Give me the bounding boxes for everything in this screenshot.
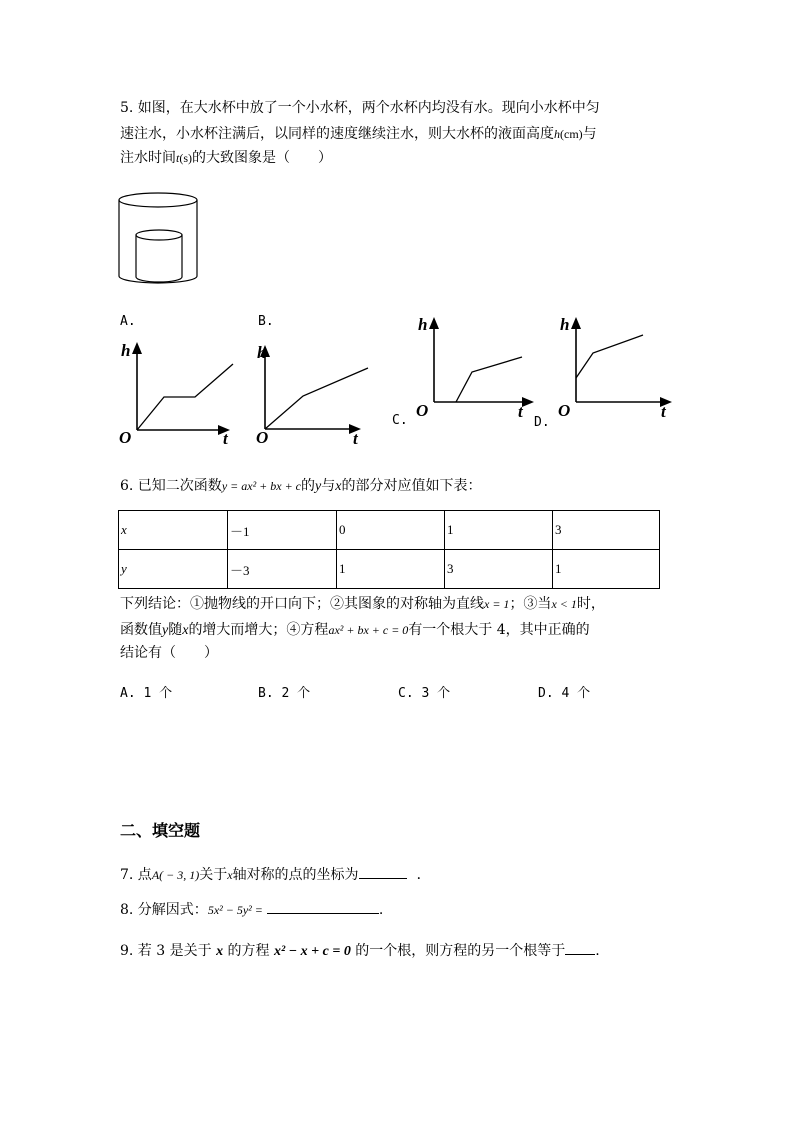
q6-conclusion-2 [120,620,590,641]
q9-x: x [216,944,224,959]
q9-mid2: 的一个根，则方程的另一个根等于 [350,943,566,959]
graph-c-t-label: t [518,402,523,421]
graph-a-o-label: O [119,428,132,447]
q6-c1-end: 时， [576,596,605,612]
q6-c2-eq: ax² + bx + c = 0 [328,623,409,637]
option-b-label[interactable]: B. [258,314,274,329]
table-cell: 1 [553,550,660,589]
q9-equation: x² − x + c = 0 [273,944,351,959]
table-row [119,511,660,550]
q5-line-2 [120,124,597,144]
q7-text: 7. 点 [120,867,152,883]
q6-choice-b[interactable]: B. 2 个 [258,686,311,701]
graph-a [115,340,240,450]
table-cell: －1 [228,511,337,550]
table-cell: －3 [228,550,337,589]
q6-line-1 [120,476,481,497]
q7-guanyu: 关于 [199,867,228,883]
graph-a-t-label: t [223,429,228,448]
value-table [118,510,660,589]
table-cell: 3 [445,550,553,589]
q8-text: 8. 分解因式： [120,902,208,918]
q9-answer-blank[interactable] [565,954,595,955]
q6-y-var: y [315,479,322,494]
q6-c1-mid: ；③当 [509,596,552,612]
q9-line [120,941,600,962]
q8-expr: 5x² − 5y² = [207,903,263,917]
q5-line-3-end: 的大致图象是（ ） [192,150,333,166]
q9-end: . [595,943,600,959]
q6-yu: 与 [321,478,336,494]
graph-c-h-label: h [418,315,428,334]
q7-end: ． [416,867,431,883]
q6-c1-cond: x < 1 [551,597,577,611]
q5-h-var: h [554,127,560,141]
q6-line-1-end: 的部分对应值如下表： [341,478,482,494]
q6-choice-d[interactable]: D. 4 个 [538,686,591,701]
graph-b-o-label: O [256,428,269,447]
table-cell: y [119,550,228,589]
q6-line-1-text: 6. 已知二次函数 [120,478,222,494]
option-a-label[interactable]: A. [120,314,136,329]
graph-a-h-label: h [121,341,131,360]
table-cell: 1 [445,511,553,550]
q5-line-2-end: 与 [582,126,597,142]
q6-x-var: x [335,479,342,494]
table-cell: 1 [337,550,445,589]
graph-b [253,340,378,450]
table-cell: x [119,511,228,550]
q6-c2-x: x [182,623,189,638]
graph-b-h-label: h [257,343,267,362]
option-d-label[interactable]: D. [534,415,550,430]
q9-mid1: 的方程 [223,943,274,959]
graph-c [392,310,539,435]
q5-t-unit: (s) [179,151,193,165]
q7-point: A( − 3, 1) [151,868,200,882]
section-title: 二、填空题 [120,821,201,840]
q8-line [120,900,383,920]
q7-mid: 轴对称的点的坐标为 [232,867,359,883]
q6-c2-mid: 的增大而增大；④方程 [188,622,329,638]
graph-b-t-label: t [353,429,358,448]
graph-d-h-label: h [560,315,570,334]
q7-answer-blank[interactable] [359,878,407,879]
table-row [119,550,660,589]
graph-c-o-label: O [416,401,429,420]
q6-c2-y: y [162,623,169,638]
q8-answer-blank[interactable] [267,913,379,914]
q5-t-var: t [176,151,180,165]
q7-x: x [227,868,233,882]
graph-d [534,310,683,435]
graph-d-o-label: O [558,401,571,420]
table-cell: 3 [553,511,660,550]
q6-c2-text: 函数值 [120,622,162,638]
q6-c1-text: 下列结论：①抛物线的开口向下；②其图象的对称轴为直线 [120,596,484,612]
q6-c1-eq: x = 1 [484,597,510,611]
option-c-label[interactable]: C. [392,413,408,428]
q6-de: 的 [301,478,316,494]
q6-conclusion-3: 结论有（ ） [120,645,218,661]
q6-choice-a[interactable]: A. 1 个 [120,686,173,701]
q9-text: 9. 若 3 是关于 [120,943,217,959]
cup-illustration [116,190,206,290]
q5-line-2-text: 速注水，小水杯注满后，以同样的速度继续注水，则大水杯的液面高度 [120,126,554,142]
q6-choice-c[interactable]: C. 3 个 [398,686,451,701]
q6-function: y = ax² + bx + c [221,479,302,493]
q5-line-3 [120,148,332,168]
q6-conclusion-1 [120,594,605,614]
q5-line-3-text: 注水时间 [120,150,176,166]
q5-line-1: 5. 如图，在大水杯中放了一个小水杯，两个水杯内均没有水。现向小水杯中匀 [120,100,600,116]
q5-h-unit: (cm) [560,127,583,141]
graph-d-t-label: t [661,402,666,421]
q7-line [120,865,431,885]
q6-c2-end: 有一个根大于 4，其中正确的 [408,622,590,638]
q6-c2-sui: 随 [168,622,183,638]
q8-end: . [378,902,384,918]
table-cell: 0 [337,511,445,550]
